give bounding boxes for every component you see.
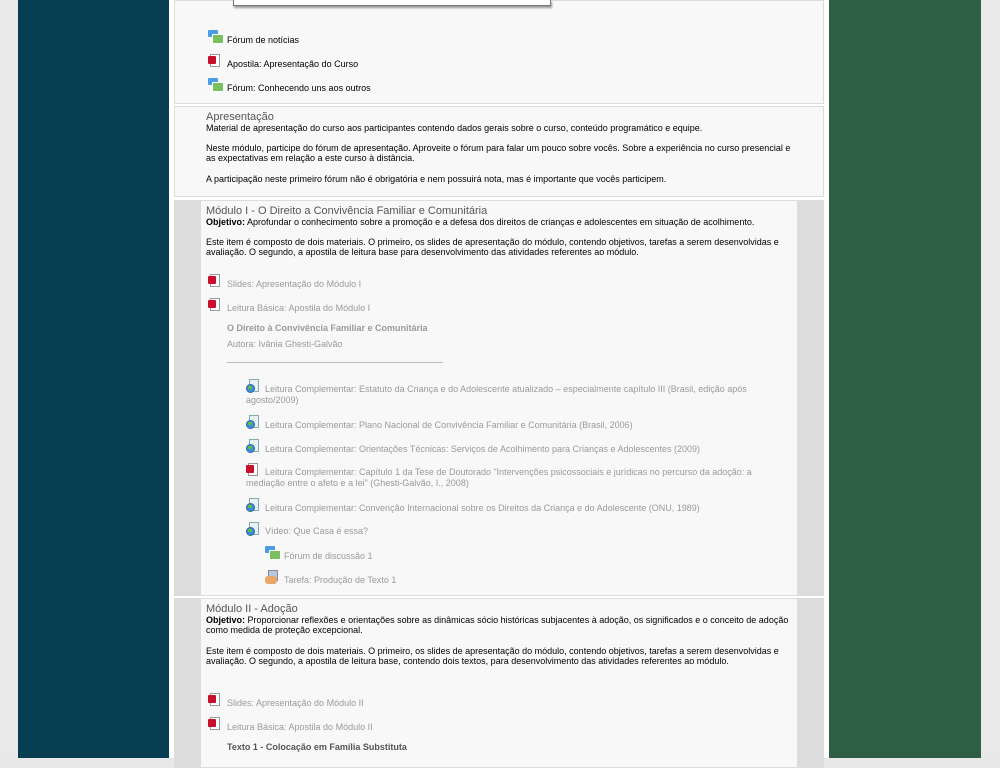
modulo1-leitura-link[interactable]: Leitura Básica: Apostila do Módulo I (227, 303, 371, 313)
web-page-icon (246, 415, 260, 429)
modulo2-paragraph-2: Este item é composto de dois materiais. O primeiro, os slides de apresentação do módulo, contendo objetivos, tarefas a serem desenvolvidas e avaliação. O segundo, a apostila de leitura base, contendo dois textos, para desenvolvimento das atividades referentes ao módulo. (206, 646, 779, 666)
embedded-box (233, 0, 551, 6)
modulo1-title: Módulo I - O Direito a Convivência Familiar e Comunitária (206, 205, 488, 217)
objetivo-text: Proporcionar reflexões e orientações sobre as dinâmicas sócio históricas subjacentes à adoção, os significados e o conceito de adoção como medida de proteção excepcional. (206, 615, 789, 635)
web-page-icon (246, 522, 260, 536)
pdf-icon (208, 717, 222, 731)
forum-icon (265, 546, 279, 560)
pdf-icon (208, 298, 222, 312)
pdf-icon (208, 274, 222, 288)
modulo1-slides-link[interactable]: Slides: Apresentação do Módulo I (227, 279, 362, 289)
web-page-icon (246, 498, 260, 512)
modulo2-objetivo (206, 615, 796, 635)
pdf-icon (208, 54, 222, 68)
modulo2-title: Módulo II - Adoção (206, 603, 298, 615)
modulo1-objetivo (206, 217, 796, 227)
video-link[interactable]: Vídeo: Que Casa é essa? (265, 526, 369, 536)
apresentacao-paragraph-2: Neste módulo, participe do fórum de apresentação. Aproveite o fórum para falar um pouco sobre vocês. Sobre a experiência no curso presencial e as expectativas em relação a este curso à distância. (206, 143, 791, 163)
forum-icon (208, 78, 222, 92)
outer-right-margin (981, 0, 1000, 758)
outer-left-margin (0, 0, 18, 758)
web-page-icon (246, 439, 260, 453)
modulo1-subheading: O Direito à Convivência Familiar e Comunitária (227, 323, 428, 333)
objetivo-label: Objetivo: (206, 615, 246, 625)
tarefa-link[interactable]: Tarefa: Produção de Texto 1 (284, 575, 397, 585)
apresentacao-paragraph-3: A participação neste primeiro fórum não é obrigatória e nem possuirá nota, mas é importante que vocês participem. (206, 174, 667, 184)
forum-noticias-link[interactable]: Fórum de notícias (227, 35, 300, 45)
modulo1-paragraph-2: Este item é composto de dois materiais. O primeiro, os slides de apresentação do módulo, contendo objetivos, tarefas a serem desenvolvidas e avaliação. O segundo, a apostila de leitura base para desenvolvimento das atividades referentes ao módulo. (206, 237, 779, 257)
forum-discussao-link[interactable]: Fórum de discussão 1 (284, 551, 373, 561)
apresentacao-title: Apresentação (206, 111, 274, 123)
forum-conhecendo-link[interactable]: Fórum: Conhecendo uns aos outros (227, 83, 371, 93)
leitura-complementar-5-link[interactable]: Leitura Complementar: Convenção Internacional sobre os Direitos da Criança e do Adolescente (ONU, 1989) (265, 503, 700, 513)
modulo2-subheading: Texto 1 - Colocação em Família Substituta (227, 742, 407, 752)
divider (227, 362, 443, 363)
leitura-complementar-1-link[interactable]: Leitura Complementar: Estatuto da Criança e do Adolescente atualizado – especialmente capítulo III (Brasil, edição após agosto/2009) (246, 384, 747, 405)
apostila-apresentacao-link[interactable]: Apostila: Apresentação do Curso (227, 59, 359, 69)
assignment-icon (265, 570, 279, 584)
leitura-complementar-3-link[interactable]: Leitura Complementar: Orientações Técnicas: Serviços de Acolhimento para Crianças e Adolescentes (2009) (265, 444, 701, 454)
modulo1-author: Autora: Ivânia Ghesti-Galvão (227, 339, 343, 349)
leitura-complementar-2-link[interactable]: Leitura Complementar: Plano Nacional de Convivência Familiar e Comunitária (Brasil, 2006) (265, 420, 633, 430)
right-sidebar (829, 0, 981, 758)
apresentacao-paragraph-1: Material de apresentação do curso aos participantes contendo dados gerais sobre o curso, conteúdo programático e equipe. (206, 123, 703, 133)
pdf-icon (208, 693, 222, 707)
objetivo-text: Aprofundar o conhecimento sobre a promoção e a defesa dos direitos de crianças e adolescentes em situação de acolhimento. (245, 217, 755, 227)
modulo2-leitura-link[interactable]: Leitura Básica: Apostila do Módulo II (227, 722, 373, 732)
left-sidebar (18, 0, 169, 758)
forum-icon (208, 30, 222, 44)
leitura-complementar-4-link[interactable]: Leitura Complementar: Capítulo 1 da Tese de Doutorado "Intervenções psicossociais e jurídicas no percurso da adoção: a mediação entre o afeto e a lei" (Ghesti-Galvão, I., 2008) (246, 467, 752, 488)
objetivo-label: Objetivo: (206, 217, 246, 227)
modulo2-slides-link[interactable]: Slides: Apresentação do Módulo II (227, 698, 364, 708)
